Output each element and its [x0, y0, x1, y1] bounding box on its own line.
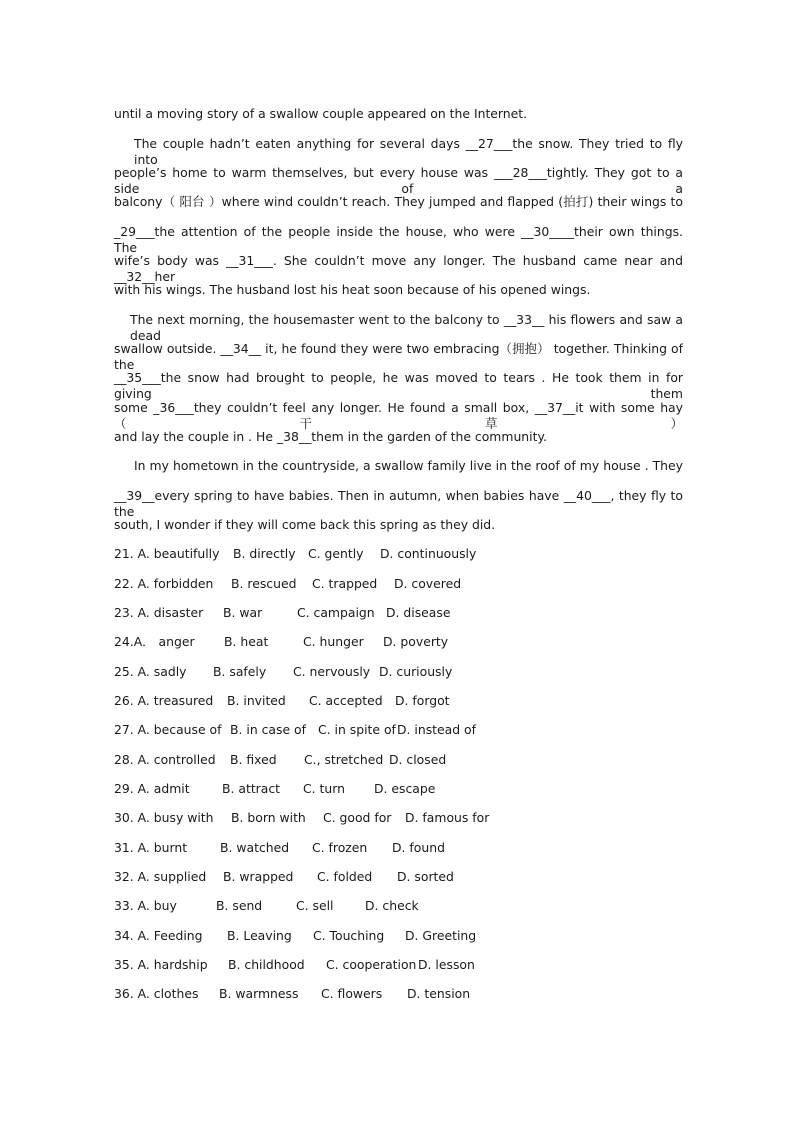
option-a: 35. A. hardship	[114, 957, 208, 972]
option-c: C., stretched	[304, 752, 384, 767]
option-d: D. famous for	[405, 810, 490, 825]
option-d: D. forgot	[395, 693, 450, 708]
option-b: B. safely	[213, 664, 267, 679]
option-c: C. cooperation	[326, 957, 417, 972]
option-b: B. rescued	[231, 576, 297, 591]
option-d: D. poverty	[383, 634, 449, 649]
option-a: 24.A． anger	[114, 634, 195, 649]
option-d: D. instead of	[397, 722, 476, 737]
option-c: C. flowers	[321, 986, 383, 1001]
passage-line: until a moving story of a swallow couple appeared on the Internet.	[114, 106, 528, 121]
option-b: B. invited	[227, 693, 286, 708]
option-a: 27. A. because of	[114, 722, 222, 737]
option-d: D. sorted	[397, 869, 454, 884]
option-b: B. wrapped	[223, 869, 294, 884]
option-c: C. gently	[308, 546, 364, 561]
option-b: B. directly	[233, 546, 296, 561]
option-a: 26. A. treasured	[114, 693, 214, 708]
option-a: 31. A. burnt	[114, 840, 188, 855]
option-c: C. campaign	[297, 605, 375, 620]
option-a: 25. A. sadly	[114, 664, 187, 679]
option-d: D. covered	[394, 576, 462, 591]
passage-line: people’s home to warm themselves, but every house was ___28___tightly. They got to a side of a	[114, 165, 683, 196]
passage-line: __39__every spring to have babies. Then in autumn, when babies have __40___, they fly to the	[114, 488, 683, 519]
option-a: 28. A. controlled	[114, 752, 216, 767]
option-b: B. Leaving	[227, 928, 292, 943]
option-b: B. attract	[222, 781, 281, 796]
option-b: B. watched	[220, 840, 290, 855]
option-c: C. good for	[323, 810, 392, 825]
option-d: D. Greeting	[405, 928, 477, 943]
passage-line: _29___the attention of the people inside the house, who were __30____their own things. The	[114, 224, 683, 255]
passage-line: In my hometown in the countryside, a swallow family live in the roof of my house . They	[134, 458, 683, 473]
option-c: C. nervously	[293, 664, 371, 679]
option-d: D. closed	[389, 752, 447, 767]
option-c: C. hunger	[303, 634, 364, 649]
option-d: D. curiously	[379, 664, 453, 679]
option-a: 23. A. disaster	[114, 605, 204, 620]
option-a: 33. A. buy	[114, 898, 177, 913]
option-c: C. in spite of	[318, 722, 396, 737]
passage-line: __35___the snow had brought to people, he was moved to tears . He took them in for giving them	[114, 370, 683, 401]
passage-line: swallow outside. __34__ it, he found they were two embracing（拥抱） together. Thinking of the	[114, 341, 683, 372]
option-d: D. continuously	[380, 546, 477, 561]
passage-line: south, I wonder if they will come back this spring as they did.	[114, 517, 496, 532]
option-d: D. check	[365, 898, 419, 913]
passage-line: The next morning, the housemaster went to the balcony to __33__ his flowers and saw a dead	[130, 312, 683, 343]
passage-line: wife’s body was __31___. She couldn’t move any longer. The husband came near and __32__her	[114, 253, 683, 284]
option-a: 32. A. supplied	[114, 869, 207, 884]
passage-line: with his wings. The husband lost his heat soon because of his opened wings.	[114, 282, 591, 297]
option-d: D. escape	[374, 781, 436, 796]
option-c: C. Touching	[313, 928, 385, 943]
option-a: 34. A. Feeding	[114, 928, 203, 943]
option-b: B. send	[216, 898, 263, 913]
option-a: 22. A. forbidden	[114, 576, 214, 591]
passage-line: balcony（ 阳台 ）where wind couldn’t reach. They jumped and flapped (拍打) their wings to	[114, 194, 683, 209]
option-c: C. trapped	[312, 576, 378, 591]
passage-line: The couple hadn’t eaten anything for several days __27___the snow. They tried to fly into	[134, 136, 683, 167]
option-b: B. fixed	[230, 752, 277, 767]
option-d: D. lesson	[418, 957, 475, 972]
passage-line: and lay the couple in . He _38__them in the garden of the community.	[114, 429, 547, 444]
option-a: 36. A. clothes	[114, 986, 199, 1001]
option-a: 30. A. busy with	[114, 810, 214, 825]
option-c: C. sell	[296, 898, 334, 913]
option-c: C. accepted	[309, 693, 383, 708]
option-d: D. disease	[386, 605, 451, 620]
option-a: 21. A. beautifully	[114, 546, 220, 561]
option-d: D. found	[392, 840, 445, 855]
option-c: C. frozen	[312, 840, 368, 855]
passage-line: some _36___they couldn’t feel any longer. He found a small box, __37__it with some hay （干草）	[114, 400, 683, 431]
option-a: 29. A. admit	[114, 781, 190, 796]
option-b: B. childhood	[228, 957, 305, 972]
option-b: B. war	[223, 605, 263, 620]
option-d: D. tension	[407, 986, 471, 1001]
option-b: B. in case of	[230, 722, 306, 737]
option-c: C. folded	[317, 869, 373, 884]
option-b: B. heat	[224, 634, 269, 649]
option-b: B. warmness	[219, 986, 299, 1001]
option-b: B. born with	[231, 810, 306, 825]
option-c: C. turn	[303, 781, 345, 796]
